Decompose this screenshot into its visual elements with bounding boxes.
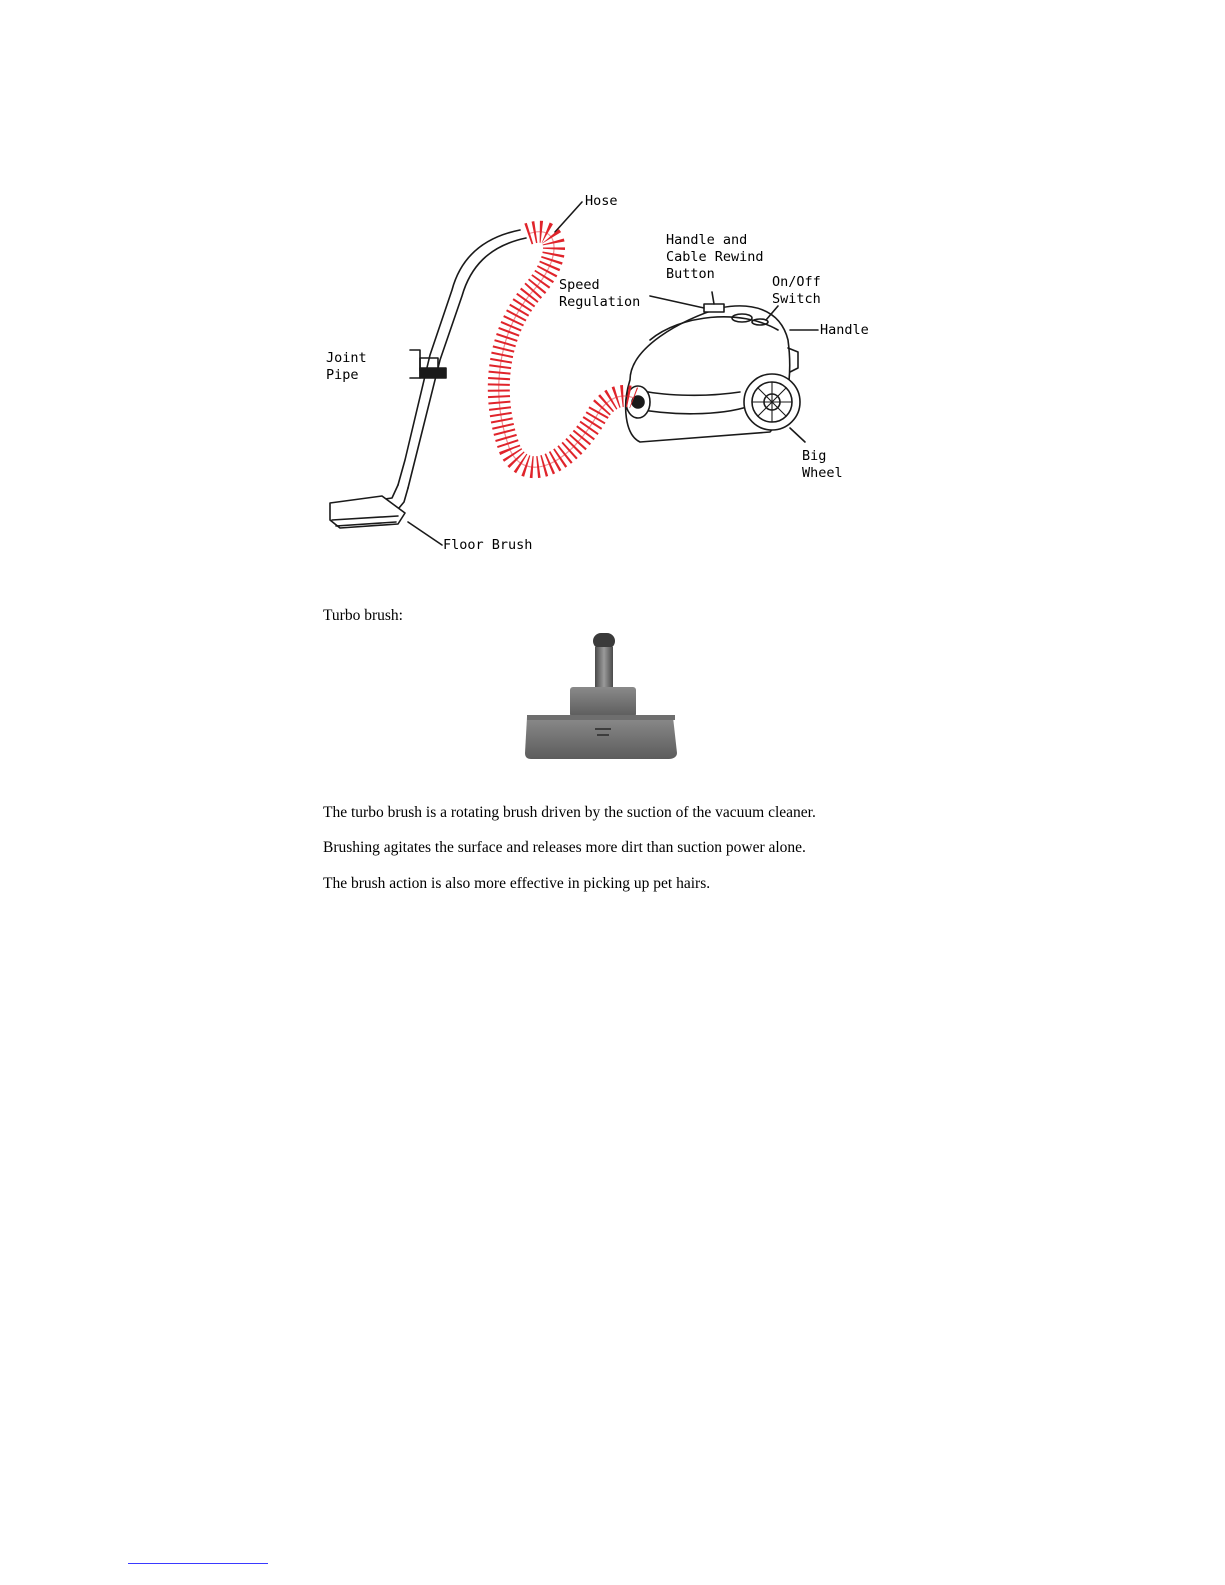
label-handle-cable-rewind: Handle and Cable Rewind Button — [666, 232, 764, 282]
turbo-paragraph-2: Brushing agitates the surface and releases more dirt than suction power alone. — [323, 839, 806, 856]
cable-rewind-button — [704, 304, 724, 312]
turbo-brush-photo — [515, 625, 685, 765]
label-floor-brush: Floor Brush — [443, 537, 533, 553]
label-joint-pipe: Joint Pipe — [326, 350, 367, 383]
label-speed-regulation: Speed Regulation — [559, 277, 641, 310]
hose-shape — [499, 232, 634, 467]
footnote-separator — [128, 1563, 268, 1564]
label-handle: Handle — [820, 322, 869, 338]
label-on-off-switch: On/Off Switch — [772, 274, 821, 307]
vacuum-cleaner-diagram — [300, 180, 900, 570]
label-big-wheel: Big Wheel — [802, 448, 843, 481]
joint-clip — [420, 368, 446, 378]
turbo-paragraph-3: The brush action is also more effective in picking up pet hairs. — [323, 875, 711, 892]
turbo-heading: Turbo brush: — [323, 607, 403, 624]
label-hose: Hose — [585, 193, 618, 209]
turbo-paragraph-1: The turbo brush is a rotating brush driven by the suction of the vacuum cleaner. — [323, 804, 816, 821]
